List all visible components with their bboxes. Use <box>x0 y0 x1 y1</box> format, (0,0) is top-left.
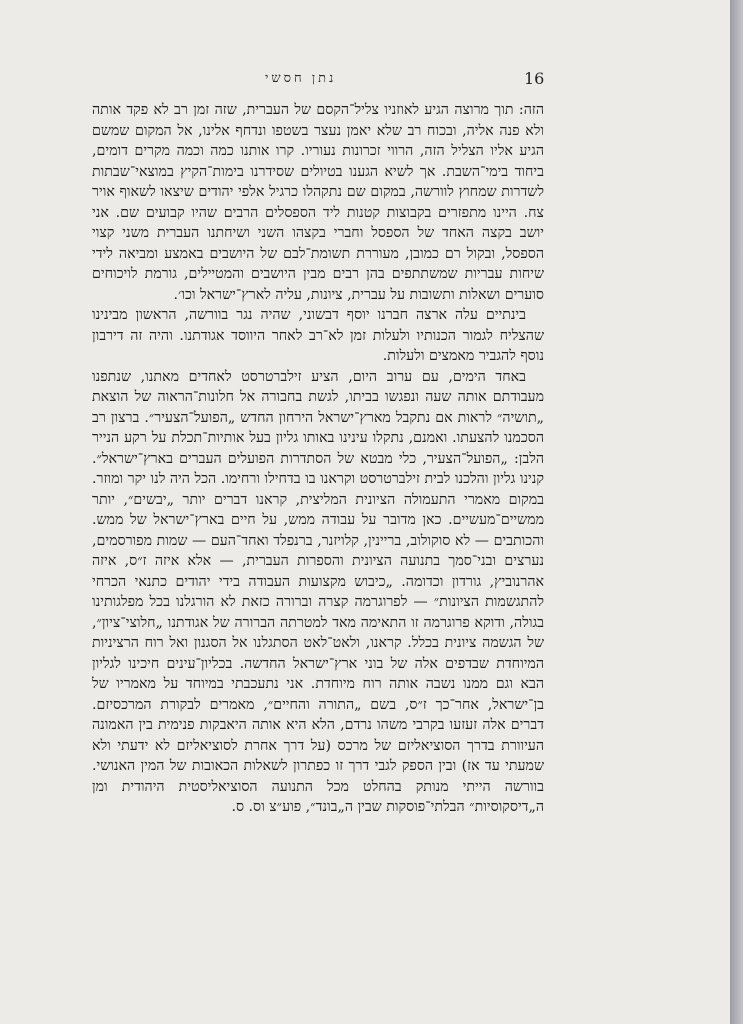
paragraph-1: הזה: תוך מרוצה הגיע לאוזניו צליל־הקסם של העברית, שזה זמן רב לא פקד אותה ולא פנה אליה, ובכוח רב שלא יאמן נעצר בשטפו ונדחף אלינו, אל המקום שמשם הגיע אליו הצליל הזה, הרווי זכרונות נעוריו. קרו אותנו כמה וכמה מקרים דומים, ביחוד בימי־השבת. אך לשיא הגענו בטיולים שסידרנו בימות־הקיץ במוצאי־שבתות לשדרות שמחוץ לוורשה, במקום שם נתקהלו כרגיל אלפי יהודים שיצאו לשאוף אויר צח. היינו מתפזרים בקבוצות קטנות ליד הספסלים הרבים שהיו קבועים שם. אני יושב בקצה האחד של הספסל וחברי בקצהו השני ושיחתנו העברית משני קצוי הספסל, ובקול רם כמובן, מעוררת תשומת־לבם של היושבים באמצע ומביאה לידי שיחות עבריות שמשתתפים בהן רבים מבין היושבים והמטיילים, גורמת לויכוחים סוערים ושאלות ותשובות על עברית, ציונות, עליה לארץ־ישראל וכו׳. <box>92 102 544 303</box>
page-header <box>100 69 545 92</box>
body-text <box>92 100 544 818</box>
page-number: 16 <box>524 69 545 88</box>
page-edge-shadow <box>730 0 743 1024</box>
running-head-author: נתן חסשי <box>265 71 337 86</box>
paragraph-3: באחד הימים, עם ערוב היום, הציע זילברטרסט לאחדים מאתנו, שנתפנו מעבודתם אותה שעה ונפגשו בביתו, לגשת בחבורה אל חלונות־הראוה של הוצאת „תושיה״ לראות אם נתקבל מארץ־ישראל הירחון החדש „הפועל־הצעיר״. ברצון רב הסכמנו להצעתו. ואמנם, נתקלו עינינו באותו גליון בעל אותיות־תכלת על רקע הנייר הלבן: „הפועל־הצעיר, כלי מבטא של הסתדרות הפועלים העברים בארץ־ישראל״. קנינו גליון והלכנו לבית זילברטרסט וקראנו בו בדחילו ורחימו. הכל היה לנו יקר ומוזר. במקום מאמרי התעמולה הציונית המליצית, קראנו דברים יותר „יבשים״, יותר ממשיים־מעשיים. כאן מדובר על עבודה ממש, על חיים בארץ־ישראל של ממש. והכותבים — לא סוקולוב, בריינין, קלויזנר, ברנפלד ואחד־העם — שמות מפורסמים, נערצים ובני־סמך בתנועה הציונית והספרות העברית, — אלא איזה ז״ס, איזה אהרנוביץ, גורדון וכדומה. „כיבוש מקצועות העבודה בידי יהודים כתנאי הכרחי להתגשמות הציונות״ — לפרוגרמה קצרה וברורה כזאת לא הורגלנו בכל מפלגותינו בגולה, ודוקא פרוגרמה זו התאימה מאד למטרתה הברורה של אגודתנו „חלוצי־ציון״, של הגשמה ציונית בכלל. קראנו, ולאט־לאט הסתגלנו אל הסגנון ואל רוח הרציניות המיוחדת שבדפים אלה של בוני ארץ־ישראל החדשה. בכליון־עינים חיכינו לגליון הבא וגם ממנו נשבה אותה רוח מיוחדת. אני נתעכבתי במיוחד על מאמריו של בן־ישראל, אחר־כך ז״ס, בשם „התורה והחיים״, מאמרים לבקורת המרכסיזם. דברים אלה זעזעו בקרבי משהו נרדם, הלא היא אותה היאבקות פנימית בין האמונה העיוורת בדרך הסוציאליזם של מרכס (על דרך אחרת לסוציאליזם לא ידעתי ולא שמעתי עד אז) ובין הספק לגבי דרך זו כפתרון לשאלות הכאובות של המין האנושי. בוורשה הייתי מנותק בהחלט מכל התנועה הסוציאליסטית היהודית ומן ה„דיסקוסיות״ הבלתי־פוסקות שבין ה„בונד״, פוע״צ וס. ס. <box>92 368 544 815</box>
paragraph-2: בינתיים עלה ארצה חברנו יוסף דבשוני, שהיה נגר בוורשה, הראשון מבינינו שהצליח לגמור הכנותיו ולעלות זמן לא־רב לאחר היווסד אגודתנו. והיה זה דירבון נוסף להגביר מאמצים ולעלות. <box>92 307 544 364</box>
